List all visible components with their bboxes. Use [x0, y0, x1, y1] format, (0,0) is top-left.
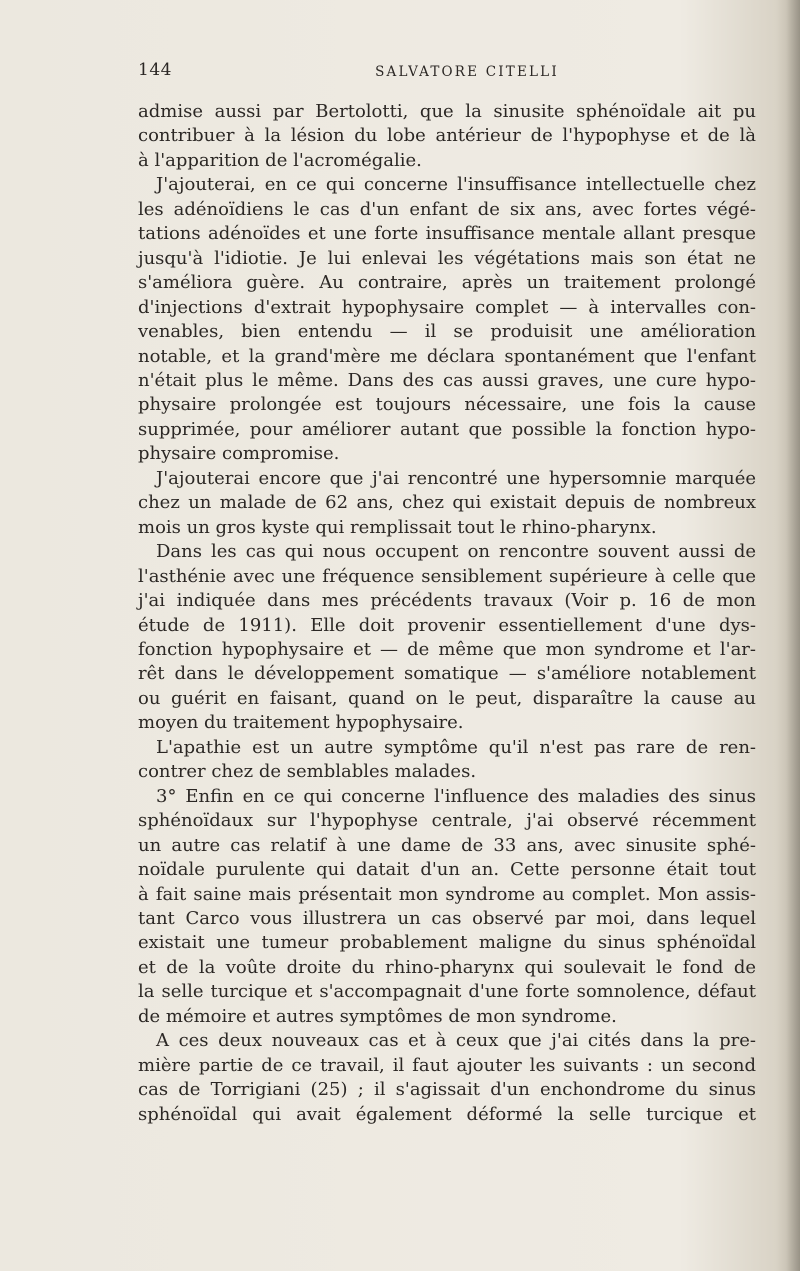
- text-line: à fait saine mais présentait mon syndrome au complet. Mon assis-: [138, 883, 756, 905]
- text-line: jusqu'à l'idiotie. Je lui enlevai les végétations mais son état ne: [138, 247, 756, 269]
- text-line: et de la voûte droite du rhino-pharynx qui soulevait le fond de: [138, 956, 756, 978]
- text-line: L'apathie est un autre symptôme qu'il n'est pas rare de ren-: [156, 736, 756, 758]
- text-line: noïdale purulente qui datait d'un an. Cette personne était tout: [138, 859, 756, 881]
- text-line: l'asthénie avec une fréquence sensiblement supérieure à celle que: [138, 565, 756, 587]
- text-line: contribuer à la lésion du lobe antérieur de l'hypophyse et de là: [138, 125, 756, 147]
- text-line: s'améliora guère. Au contraire, après un traitement prolongé: [138, 272, 756, 294]
- text-line: physaire compromise.: [138, 443, 340, 465]
- text-line: un autre cas relatif à une dame de 33 ans, avec sinusite sphé-: [138, 834, 756, 856]
- text-line: J'ajouterai, en ce qui concerne l'insuffisance intellectuelle chez: [156, 174, 756, 196]
- page-edge-shadow: [786, 0, 800, 1271]
- text-line: contrer chez de semblables malades.: [138, 761, 477, 783]
- text-line: 3° Enfin en ce qui concerne l'influence des maladies des sinus: [156, 785, 756, 807]
- text-line: supprimée, pour améliorer autant que possible la fonction hypo-: [138, 418, 756, 440]
- text-line: de mémoire et autres symptômes de mon syndrome.: [138, 1005, 617, 1027]
- text-line: tations adénoïdes et une forte insuffisance mentale allant presque: [138, 223, 756, 245]
- text-line: sphénoïdal qui avait également déformé la selle turcique et: [138, 1103, 756, 1125]
- text-line: mois un gros kyste qui remplissait tout le rhino-pharynx.: [138, 516, 657, 538]
- text-line: venables, bien entendu — il se produisit une amélioration: [138, 321, 756, 343]
- text-line: la selle turcique et s'accompagnait d'une forte somnolence, défaut: [138, 981, 756, 1003]
- text-line: d'injections d'extrait hypophysaire complet — à intervalles con-: [138, 296, 756, 318]
- text-line: les adénoïdiens le cas d'un enfant de six ans, avec fortes végé-: [138, 198, 756, 220]
- text-line: sphénoïdaux sur l'hypophyse centrale, j'ai observé récemment: [138, 810, 756, 832]
- text-line: cas de Torrigiani (25) ; il s'agissait d'un enchondrome du sinus: [138, 1079, 756, 1101]
- body-text: [138, 100, 756, 1127]
- text-line: tant Carco vous illustrera un cas observé par moi, dans lequel: [138, 907, 756, 929]
- text-line: existait une tumeur probablement maligne du sinus sphénoïdal: [138, 932, 756, 954]
- page-header: [138, 60, 756, 86]
- text-line: rêt dans le développement somatique — s'améliore notablement: [138, 663, 756, 685]
- page-number: 144: [138, 60, 172, 80]
- text-line: J'ajouterai encore que j'ai rencontré une hypersomnie marquée: [156, 467, 756, 489]
- text-line: j'ai indiquée dans mes précédents travaux (Voir p. 16 de mon: [138, 590, 756, 612]
- text-line: moyen du traitement hypophysaire.: [138, 712, 464, 734]
- text-line: physaire prolongée est toujours nécessaire, une fois la cause: [138, 394, 756, 416]
- text-line: fonction hypophysaire et — de même que mon syndrome et l'ar-: [138, 638, 756, 660]
- text-line: notable, et la grand'mère me déclara spontanément que l'enfant: [138, 345, 756, 367]
- text-line: A ces deux nouveaux cas et à ceux que j'ai cités dans la pre-: [156, 1030, 756, 1052]
- text-line: à l'apparition de l'acromégalie.: [138, 149, 422, 171]
- text-line: chez un malade de 62 ans, chez qui existait depuis de nombreux: [138, 492, 756, 514]
- text-line: Dans les cas qui nous occupent on rencontre souvent aussi de: [156, 541, 756, 563]
- running-head: SALVATORE CITELLI: [375, 64, 559, 80]
- text-line: admise aussi par Bertolotti, que la sinusite sphénoïdale ait pu: [138, 101, 756, 122]
- text-line: ou guérit en faisant, quand on le peut, disparaître la cause au: [138, 687, 756, 709]
- text-line: étude de 1911). Elle doit provenir essentiellement d'une dys-: [138, 614, 756, 636]
- text-line: n'était plus le même. Dans des cas aussi graves, une cure hypo-: [138, 369, 756, 391]
- text-line: mière partie de ce travail, il faut ajouter les suivants : un second: [138, 1054, 756, 1076]
